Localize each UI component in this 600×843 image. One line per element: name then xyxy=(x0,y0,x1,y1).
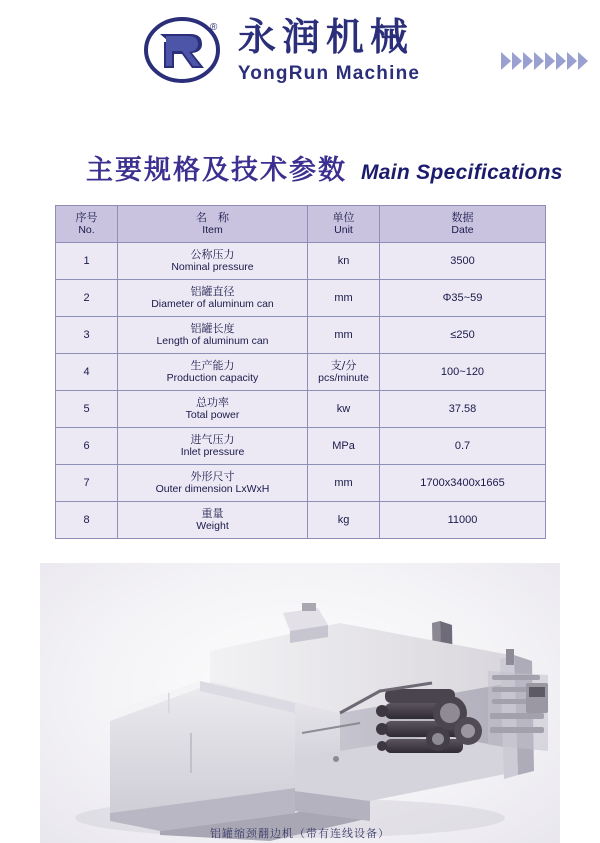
cell-item xyxy=(118,465,308,502)
column-header-item-cn: 名 称 xyxy=(196,210,229,224)
cell-item-en: Nominal pressure xyxy=(171,261,254,274)
cell-unit-cn: 支/分 xyxy=(330,358,357,372)
chevron-right-icon xyxy=(512,52,522,70)
cell-value: 0.7 xyxy=(380,428,546,465)
table-row xyxy=(56,317,546,354)
cell-value: 1700x3400x1665 xyxy=(380,465,546,502)
page-title-cn: 主要规格及技术参数 xyxy=(86,155,347,186)
company-name-cn: 永润机械 xyxy=(237,14,414,59)
cell-item-en: Inlet pressure xyxy=(180,446,245,459)
table-row xyxy=(56,354,546,391)
specifications-table xyxy=(55,205,546,539)
cell-unit: mm xyxy=(308,317,380,354)
cell-item-cn: 外形尺寸 xyxy=(190,469,235,483)
cell-item-en: Total power xyxy=(185,409,240,422)
table-row xyxy=(56,502,546,539)
cell-no: 5 xyxy=(56,391,118,428)
chevron-right-icon xyxy=(534,52,544,70)
cell-no: 1 xyxy=(56,243,118,280)
page-header xyxy=(0,0,600,100)
cell-unit: kn xyxy=(308,243,380,280)
column-header-item xyxy=(118,206,308,243)
cell-item xyxy=(118,354,308,391)
cell-item xyxy=(118,391,308,428)
cell-item-cn: 进气压力 xyxy=(190,432,235,446)
cell-unit: mm xyxy=(308,465,380,502)
cell-unit: MPa xyxy=(308,428,380,465)
cell-item-en: Outer dimension LxWxH xyxy=(155,483,270,496)
cell-unit: kw xyxy=(308,391,380,428)
table-row xyxy=(56,428,546,465)
chevron-right-icon xyxy=(523,52,533,70)
cell-no: 6 xyxy=(56,428,118,465)
cell-item xyxy=(118,502,308,539)
table-row xyxy=(56,280,546,317)
table-row xyxy=(56,465,546,502)
svg-text:®: ® xyxy=(209,22,218,33)
cell-no: 3 xyxy=(56,317,118,354)
cell-item-cn: 公称压力 xyxy=(190,247,235,261)
chevron-right-icon xyxy=(578,52,588,70)
cell-value: 37.58 xyxy=(380,391,546,428)
brand-text xyxy=(237,14,421,84)
cell-value: 3500 xyxy=(380,243,546,280)
cell-item-cn: 重量 xyxy=(201,506,224,520)
machine-photo xyxy=(40,563,560,843)
column-header-unit-cn: 单位 xyxy=(332,210,355,224)
column-header-date-cn: 数据 xyxy=(451,210,474,224)
cell-value: 100~120 xyxy=(380,354,546,391)
cell-item xyxy=(118,280,308,317)
cell-item-en: Production capacity xyxy=(166,372,259,385)
column-header-unit xyxy=(308,206,380,243)
table-row xyxy=(56,391,546,428)
company-logo-icon xyxy=(144,14,224,86)
cell-item-cn: 生产能力 xyxy=(190,358,235,372)
column-header-item-en: Item xyxy=(202,224,223,237)
cell-value: Φ35~59 xyxy=(380,280,546,317)
cell-no: 2 xyxy=(56,280,118,317)
cell-value: ≤250 xyxy=(380,317,546,354)
column-header-no-cn: 序号 xyxy=(75,210,98,224)
cell-item-en: Length of aluminum can xyxy=(156,335,269,348)
chevron-decoration xyxy=(501,52,588,70)
cell-value: 11000 xyxy=(380,502,546,539)
company-name-en: YongRun Machine xyxy=(237,62,421,84)
cell-unit-en: pcs/minute xyxy=(318,372,369,385)
cell-item-cn: 铝罐直径 xyxy=(190,284,235,298)
cell-item-en: Diameter of aluminum can xyxy=(151,298,274,311)
cell-item-en: Weight xyxy=(196,520,229,533)
column-header-no-en: No. xyxy=(78,224,95,237)
table-row xyxy=(56,243,546,280)
brand-lockup xyxy=(144,14,420,86)
specifications-table-wrapper xyxy=(55,205,545,539)
column-header-date-en: Date xyxy=(451,224,474,237)
chevron-right-icon xyxy=(556,52,566,70)
cell-unit xyxy=(308,354,380,391)
cell-unit: mm xyxy=(308,280,380,317)
chevron-right-icon xyxy=(501,52,511,70)
column-header-date xyxy=(380,206,546,243)
cell-unit: kg xyxy=(308,502,380,539)
cell-no: 7 xyxy=(56,465,118,502)
chevron-right-icon xyxy=(545,52,555,70)
column-header-unit-en: Unit xyxy=(334,224,353,237)
column-header-no xyxy=(56,206,118,243)
cell-item xyxy=(118,317,308,354)
cell-item-cn: 铝罐长度 xyxy=(190,321,235,335)
cell-item xyxy=(118,428,308,465)
cell-item-cn: 总功率 xyxy=(196,395,229,409)
cell-no: 4 xyxy=(56,354,118,391)
chevron-right-icon xyxy=(567,52,577,70)
cell-item xyxy=(118,243,308,280)
table-header-row xyxy=(56,206,546,243)
page-title-en: Main Specifications xyxy=(361,161,563,184)
cell-no: 8 xyxy=(56,502,118,539)
photo-caption: 铝罐缩颈翻边机（带有连线设备） xyxy=(210,827,390,840)
page-title xyxy=(0,148,600,187)
